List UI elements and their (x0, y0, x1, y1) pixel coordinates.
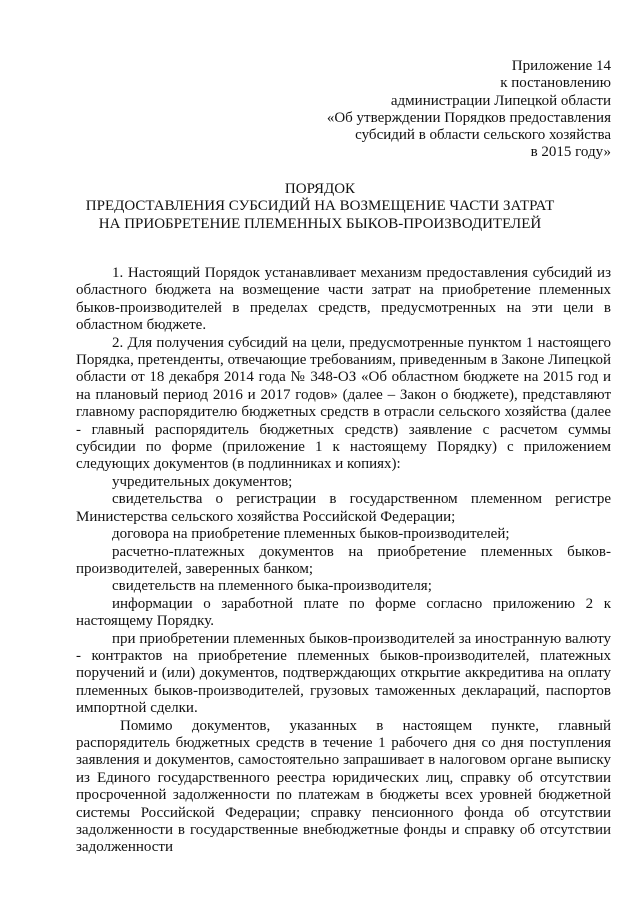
document-title (0, 181, 640, 233)
list-item: свидетельства о регистрации в государственном племенном регистре Министерства сельского хозяйства Российской Федерации; (76, 491, 611, 525)
list-item: при приобретении племенных быков-производителей за иностранную валюту - контрактов на приобретение племенных быков-производителей, платежных поручений и (или) документов, подтверждающих открытие аккредитива на оплату племенных быков-производителей, грузовых таможенных деклараций, паспортов импортной сделки. (76, 630, 611, 717)
appendix-line: «Об утверждении Порядков предоставления (326, 109, 611, 126)
list-item: информации о заработной плате по форме согласно приложению 2 к настоящему Порядку. (76, 595, 611, 630)
appendix-line: субсидий в области сельского хозяйства (355, 127, 611, 144)
appendix-line: в 2015 году» (530, 144, 611, 161)
title-line: ПРЕДОСТАВЛЕНИЯ СУБСИДИЙ НА ВОЗМЕЩЕНИЕ ЧАСТИ ЗАТРАТ (85, 198, 555, 215)
title-line: ПОРЯДОК (284, 181, 356, 197)
paragraph: 2. Для получения субсидий на цели, предусмотренные пунктом 1 настоящего Порядка, претенденты, отвечающие требованиям, приведенным в Законе Липецкой области от 18 декабря 2014 года № 348-ОЗ «Об областном бюджете на 2015 год и на плановый период 2016 и 2017 годов» (далее – Закон о бюджете), представляют главному распорядителю бюджетных средств в отрасли сельского хозяйства (далее - главный распорядитель бюджетных средств) заявление с расчетом суммы субсидии по форме (приложение 1 к настоящему Порядку) с приложением следующих документов (в подлинниках и копиях): (76, 334, 611, 473)
list-item: расчетно-платежных документов на приобретение племенных быков-производителей, заверенных банком; (76, 543, 611, 577)
document-body (76, 265, 611, 857)
appendix-line: Приложение 14 (511, 58, 611, 74)
list-item: договора на приобретение племенных быков-производителей; (112, 526, 510, 543)
title-line: НА ПРИОБРЕТЕНИЕ ПЛЕМЕННЫХ БЫКОВ-ПРОИЗВОДИТЕЛЕЙ (98, 215, 542, 232)
appendix-line: к постановлению (500, 75, 611, 92)
appendix-reference (327, 58, 611, 162)
paragraph: 1. Настоящий Порядок устанавливает механизм предоставления субсидий из областного бюджета на возмещение части затрат на приобретение племенных быков-производителей в пределах средств, предусмотренных на эти цели в областном бюджете. (76, 265, 611, 334)
list-item: свидетельств на племенного быка-производителя; (112, 578, 432, 595)
list-item: учредительных документов; (112, 473, 293, 490)
paragraph: Помимо документов, указанных в настоящем пункте, главный распорядитель бюджетных средств в течение 1 рабочего дня со дня поступления заявления и документов, самостоятельно запрашивает в налоговом органе выписку из Единого государственного реестра юридических лиц, справку об отсутствии просроченной задолженности по платежам в бюджеты всех уровней бюджетной системы Российской Федерации; справку пенсионного фонда об отсутствии задолженности в государственные внебюджетные фонды и справку об отсутствии задолженности (76, 717, 611, 856)
appendix-line: администрации Липецкой области (390, 92, 611, 109)
